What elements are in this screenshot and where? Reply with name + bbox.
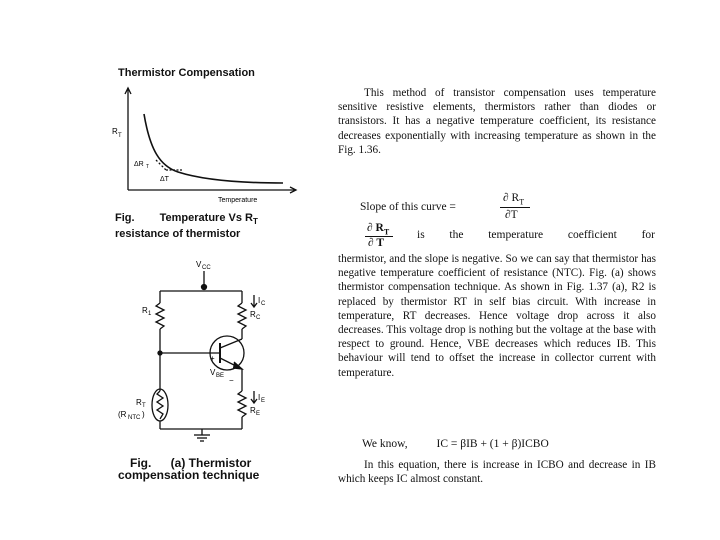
- fig2-prefix: Fig.: [130, 456, 152, 470]
- rt-sub: T: [142, 403, 146, 409]
- re-sub: E: [256, 411, 261, 417]
- section-heading: Thermistor Compensation: [118, 67, 255, 79]
- vbe-sub: BE: [216, 373, 225, 379]
- coef-text: is the temperature coefficient for: [417, 229, 655, 241]
- we-know-line: [362, 438, 662, 450]
- vcc-sub: CC: [202, 265, 211, 271]
- ic-sub: C: [261, 301, 266, 307]
- fig2-part: (a) Thermistor: [170, 456, 252, 470]
- coefficient-line: [365, 222, 665, 250]
- ie-sub: E: [261, 398, 266, 404]
- delta-t-label: ΔT: [160, 176, 169, 183]
- rntc-label: (R: [118, 410, 127, 419]
- thermistor-curve-graph: [108, 78, 308, 208]
- coef-denominator: ∂ T: [368, 237, 385, 249]
- paragraph-2: thermistor, and the slope is negative. So we can say that thermistor has negative temperature coefficient of resistance (NTC). Fig. (a) shows thermistor compensation technique. As shown in Fig. 1.37 (a), R2 is replaced by thermistor RT in self bias circuit. With increase in temperature, RT decreases. Hence voltage drop across it also decreases. This voltage drop is nothing but the voltage at the base with respect to ground. Hence, VBE decreases which reduces IB. This behaviour will tend to offset the increase in collector current with temperature.: [338, 253, 656, 379]
- rt-thermistor-body: [152, 389, 168, 421]
- r1-resistor: [156, 303, 164, 329]
- fig1-line2: resistance of thermistor: [115, 228, 241, 241]
- rt-label: R: [136, 398, 142, 407]
- ic-equation: IC = βIB + (1 + β)ICBO: [436, 438, 549, 450]
- slope-numerator: ∂ $R_T$: [503, 192, 525, 207]
- fig1-caption: [115, 212, 258, 240]
- rc-label: R: [250, 310, 256, 319]
- vbe-minus: −: [229, 376, 234, 385]
- slope-denominator: ∂T: [505, 209, 518, 221]
- coef-numerator: ∂ $R_T$: [367, 222, 390, 237]
- fig2-caption: [118, 457, 259, 481]
- slope-label: Slope of this curve =: [360, 201, 456, 213]
- re-resistor: [238, 391, 246, 417]
- rc-resistor: [238, 303, 246, 329]
- fig1-line1: Temperature Vs R: [159, 212, 253, 224]
- y-axis-label: R: [112, 127, 118, 136]
- we-know-label: We know,: [362, 438, 408, 450]
- fig1-prefix: Fig.: [115, 212, 135, 224]
- ie-label: I: [258, 393, 261, 402]
- vbe-label: V: [210, 368, 216, 377]
- rc-sub: C: [256, 315, 261, 321]
- paragraph-3: In this equation, there is increase in ICBO and decrease in IB which keeps IC almost constant.: [338, 459, 656, 486]
- re-label: R: [250, 406, 256, 415]
- rt-curve: [144, 114, 283, 183]
- vcc-label: V: [196, 260, 202, 269]
- slope-fraction-line: [500, 207, 530, 208]
- transistor-collector: [220, 339, 242, 348]
- r1-sub: 1: [148, 311, 152, 317]
- vbe-plus: +: [210, 354, 215, 363]
- ic-label: I: [258, 296, 261, 305]
- fig2-line2: compensation technique: [118, 468, 260, 482]
- delta-r-label: ΔR: [134, 161, 144, 168]
- thermistor-circuit: [112, 255, 292, 455]
- rntc-close: ): [142, 410, 145, 419]
- r1-label: R: [142, 306, 148, 315]
- rntc-sub: NTC: [128, 415, 141, 421]
- x-axis-label: Temperature: [218, 197, 258, 204]
- slope-formula: [360, 192, 560, 224]
- vcc-node: [202, 285, 207, 290]
- paragraph-1: This method of transistor compensation uses temperature sensitive resistive elements, thermistors rather than diodes or transistors. It has a negative temperature coefficient, its resistance decreases exponentially with increasing temperature as shown in the Fig. 1.36.: [338, 87, 656, 156]
- y-axis-sub: T: [118, 133, 122, 139]
- delta-r-sub: T: [146, 164, 150, 170]
- fig1-line1-sub: T: [252, 217, 258, 227]
- rt-thermistor: [157, 391, 163, 419]
